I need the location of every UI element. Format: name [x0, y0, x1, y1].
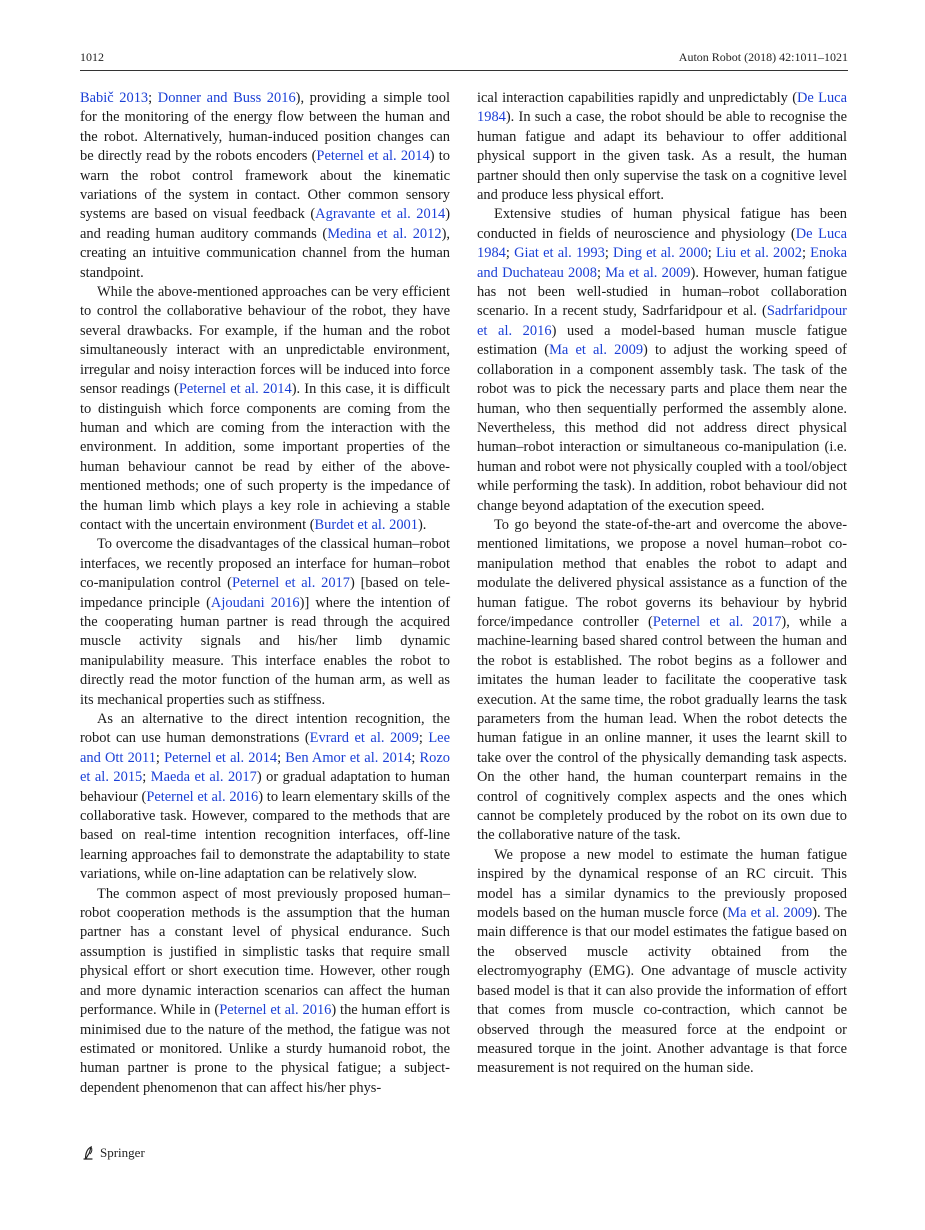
body-text: ) and reading human auditory commands (: [80, 206, 450, 242]
journal-citation: Auton Robot (2018) 42:1011–1021: [678, 50, 848, 64]
body-text: To go beyond the state-of-the-art and overcome the above-mentioned limitations, we propose a novel human–robot co-manipulation method that enables the robot to adapt and modulate the delivered physical assistance as a function of the human fatigue. The robot governs its behaviour by hybrid force/impedance controller (: [477, 516, 847, 630]
body-text: While the above-mentioned approaches can be very efficient to control the collaborative behaviour of the robot, they have several drawbacks. For example, if the human and the robot simultaneously interact with an unpredictable environment, irregular and noisy interaction forces will be induced into force sensor readings (: [80, 284, 450, 398]
citation-link[interactable]: Peternel et al. 2014: [178, 381, 292, 398]
body-text: ), creating an intuitive communication channel from the human standpoint.: [80, 225, 450, 281]
citation-link[interactable]: Peternel et al. 2014: [316, 148, 430, 165]
citation-link[interactable]: Sadrfaridpour et al. 2016: [477, 303, 847, 339]
paragraph: [477, 89, 847, 205]
body-text: ;: [596, 264, 606, 281]
citation-link[interactable]: Babič 2013: [80, 90, 149, 106]
publisher-name: Springer: [100, 1145, 145, 1160]
page-number: 1012: [80, 50, 104, 64]
citation-link[interactable]: Ma et al. 2009: [727, 905, 813, 922]
paragraph: [477, 205, 847, 516]
springer-logo-icon: [80, 1145, 96, 1161]
body-text: ;: [604, 245, 614, 262]
citation-link[interactable]: Peternel et al. 2017: [652, 613, 782, 630]
body-text: ) the human effort is minimised due to the nature of the method, the fatigue was not estimated or monitored. Unlike a sturdy humanoid robot, the human partner is prone to the physical fatigue; a subject-dependent phenomenon that can affect his/her phys-: [80, 1002, 450, 1096]
citation-link[interactable]: Peternel et al. 2014: [164, 749, 278, 766]
citation-link[interactable]: Peternel et al. 2017: [231, 575, 350, 592]
body-text: ). However, human fatigue has not been well-studied in human–robot collaboration scenario. In a recent study, Sadrfaridpour et al. (: [477, 264, 847, 320]
body-text: The common aspect of most previously proposed human–robot cooperation methods is the assumption that the human partner has a constant level of physical endurance. Such assumption is justified in simplistic tasks that require small physical effort or short execution time. However, other rough and more dynamic interaction scenarios can affect the human performance. While in (: [80, 885, 450, 1019]
body-text: ), providing a simple tool for the monitoring of the energy flow between the human and the robot. Alternatively, human-induced position changes can be directly read by the robots encoders (: [80, 90, 450, 165]
citation-link[interactable]: Liu et al. 2002: [716, 245, 802, 262]
citation-link[interactable]: De Luca 1984: [477, 90, 847, 126]
paragraph: [477, 516, 847, 846]
citation-link[interactable]: Medina et al. 2012: [327, 225, 442, 242]
body-text: ). In such a case, the robot should be able to recognise the human fatigue and adapt its behaviour to offer additional physical support in the given task. As a result, the human partner should then only supervise the task on a cognitive level and produce less physical effort.: [477, 109, 847, 204]
citation-link[interactable]: Maeda et al. 2017: [150, 769, 257, 786]
paragraph: [80, 535, 450, 710]
body-text: ;: [801, 245, 811, 262]
citation-link[interactable]: De Luca 1984: [477, 225, 847, 262]
citation-link[interactable]: Ma et al. 2009: [549, 342, 644, 359]
body-text: ;: [155, 749, 165, 766]
citation-link[interactable]: Rozo et al. 2015: [80, 749, 450, 786]
citation-link[interactable]: Ding et al. 2000: [613, 245, 708, 262]
citation-link[interactable]: Donner and Buss 2016: [157, 90, 296, 106]
citation-link[interactable]: Lee and Ott 2011: [80, 730, 450, 766]
body-text: As an alternative to the direct intention recognition, the robot can use human demonstrations (: [80, 711, 450, 747]
citation-link[interactable]: Ben Amor et al. 2014: [285, 749, 412, 766]
body-text: ;: [148, 90, 158, 106]
citation-link[interactable]: Agravante et al. 2014: [315, 206, 446, 223]
body-text: ;: [505, 245, 515, 262]
body-text: ) used a model-based human muscle fatigue estimation (: [477, 322, 847, 359]
body-text: ) to warn the robot control framework about the kinematic variations of the system in contact. Other common sensory systems are based on visual feedback (: [80, 148, 450, 223]
citation-link[interactable]: Ajoudani 2016: [210, 594, 300, 611]
citation-link[interactable]: Evrard et al. 2009: [309, 730, 419, 747]
citation-link[interactable]: Burdet et al. 2001: [314, 516, 418, 533]
publisher-footer: [80, 1145, 145, 1161]
citation-link[interactable]: Giat et al. 1993: [514, 245, 605, 262]
body-text: ) to adjust the working speed of collaboration in a component assembly task. The task of the robot was to pick the necessary parts and place them near the human, who then sequentially performed the assembly alone. Nevertheless, this method did not address direct physical human–robot interaction or simultaneous co-manipulation (i.e. human and robot were not physically coupled with a tool/object while performing the task). In addition, robot behaviour did not change beyond adaptation of the execution speed.: [477, 342, 847, 514]
paragraph: [80, 89, 450, 283]
citation-link[interactable]: Enoka and Duchateau 2008: [477, 245, 848, 281]
body-text: To overcome the disadvantages of the classical human–robot interfaces, we recently proposed an interface for human–robot co-manipulation control (: [80, 536, 450, 592]
body-text: ;: [418, 730, 429, 747]
body-text: ) or gradual adaptation to human behaviour (: [80, 769, 450, 805]
body-text: ) to learn elementary skills of the collaborative task. However, compared to the methods that are based on real-time intention recognition interfaces, off-line learning approaches fail to demonstrate the adaptability to state variations, while on-line adaptation can be relatively slow.: [80, 788, 450, 883]
body-text: ), while a machine-learning based shared control between the human and the robot is established. The robot begins as a follower and imitates the human leader to facilitate the cooperative task execution. At the same time, the robot gradually learns the task parameters from the human lead. When the robot detects the human fatigue in an online manner, it uses the learnt skill to take over the control of the physically demanding task aspects. On the other hand, the human counterpart remains in the control of cognitively complex aspects and the ones which cannot be completely produced by the robot on its own due to the collaborative nature of the task.: [477, 613, 847, 844]
paragraph: [477, 846, 847, 1079]
left-column: [80, 89, 450, 1098]
citation-link[interactable]: Peternel et al. 2016: [146, 788, 259, 805]
body-text: ;: [142, 769, 151, 786]
body-text: We propose a new model to estimate the human fatigue inspired by the dynamical response of an RC circuit. This model has a similar dynamics to the previously proposed models based on the human muscle force (: [477, 846, 847, 922]
paragraph: [80, 885, 450, 1098]
body-text: ). In this case, it is difficult to distinguish which force components are coming from the human and which are coming from the interaction with the environment. In addition, some important properties of the human behaviour cannot be read by either of the above-mentioned methods; one of such property is the impedance of the human limb which plays a key role in achieving a stable contact with the uncertain environment (: [80, 381, 450, 533]
citation-link[interactable]: Ma et al. 2009: [605, 264, 691, 281]
body-text: ical interaction capabilities rapidly and unpredictably (: [477, 90, 797, 106]
header-rule: [80, 70, 848, 71]
paragraph: [80, 283, 450, 535]
body-text: ;: [277, 749, 286, 766]
body-text: ;: [707, 245, 716, 262]
body-text: )] where the intention of the cooperating human partner is read through the acquired muscle activity signals and his/her limb dynamic manipulability measure. This interface enables the robot to directly read the motor function of the human arm, as well as its mechanical properties such as stiffness.: [80, 594, 450, 708]
citation-link[interactable]: Peternel et al. 2016: [219, 1002, 332, 1019]
body-text: ;: [411, 749, 420, 766]
body-text: Extensive studies of human physical fatigue has been conducted in fields of neuroscience and physiology (: [477, 206, 847, 242]
body-text: ). The main difference is that our model estimates the fatigue based on the observed muscle activity obtained from the electromyography (EMG). One advantage of muscle activity based model is that it can also provide the information of effort that comes from muscle co-contraction, which cannot be observed through the measured force at the endpoint or measured torque in the joint. Another advantage is that force measurement is not required on the human side.: [477, 905, 847, 1077]
paragraph: [80, 710, 450, 885]
right-column: [477, 89, 847, 1079]
body-text: ) [based on tele-impedance principle (: [80, 575, 450, 611]
body-text: ).: [417, 516, 427, 533]
